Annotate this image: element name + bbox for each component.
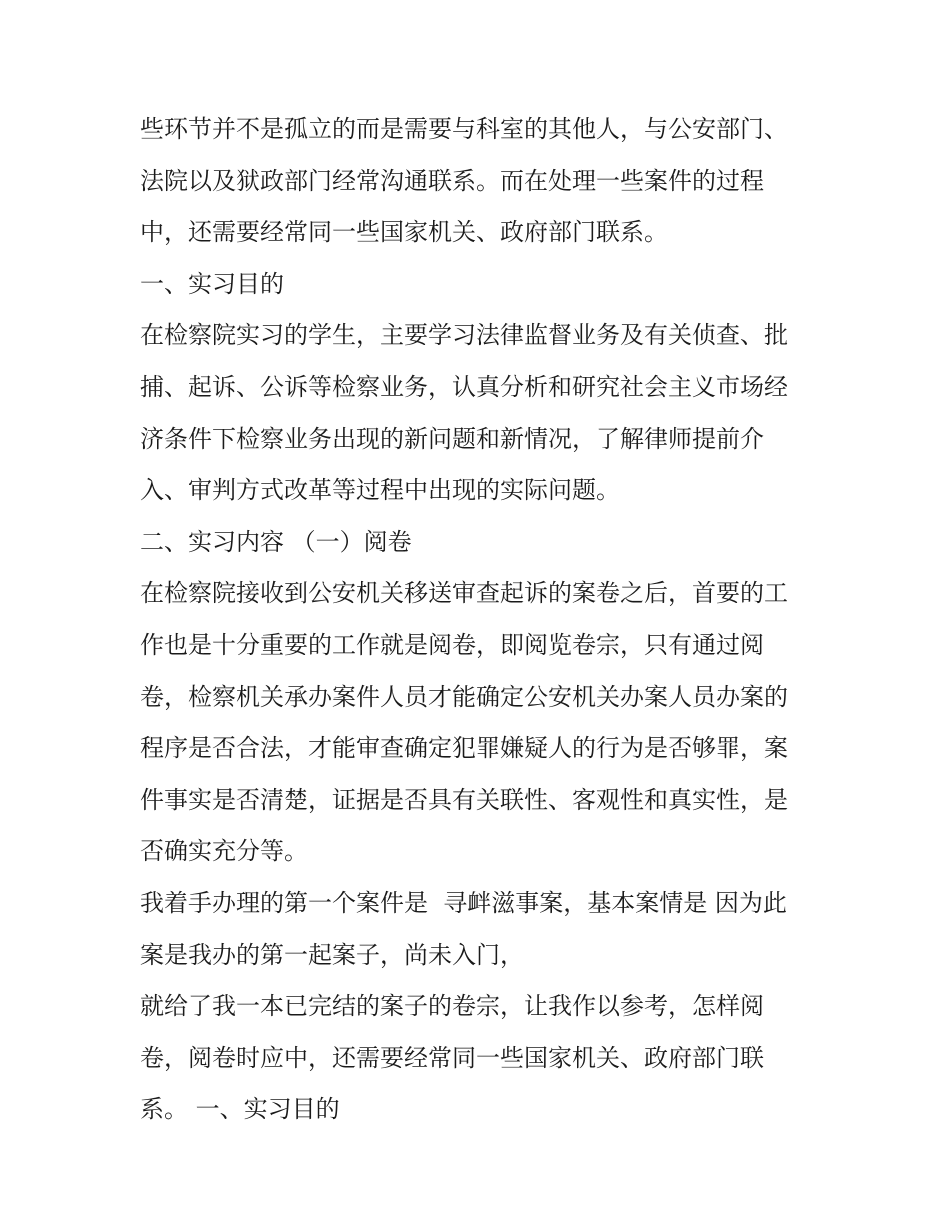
text-line: 件事实是否清楚，证据是否具有关联性、客观性和真实性，是	[140, 785, 788, 814]
text-line: 卷，检察机关承办案件人员才能确定公安机关办案人员办案的	[140, 682, 788, 711]
text-line: 中，还需要经常同一些国家机关、政府部门联系。	[140, 218, 668, 247]
section-heading: 二、实习内容 （一）阅卷	[140, 527, 412, 556]
text-line: 系。 一、实习目的	[140, 1095, 340, 1124]
text-line: 济条件下检察业务出现的新问题和新情况，了解律师提前介	[140, 424, 764, 453]
section-heading: 一、实习目的	[140, 269, 284, 298]
text-line: 案是我办的第一起案子，尚未入门，	[140, 940, 524, 969]
text-line: 入、审判方式改革等过程中出现的实际问题。	[140, 476, 620, 505]
text-line: 法院以及狱政部门经常沟通联系。而在处理一些案件的过程	[140, 166, 764, 195]
text-line: 在检察院接收到公安机关移送审查起诉的案卷之后，首要的工	[140, 579, 788, 608]
text-line: 就给了我一本已完结的案子的卷宗，让我作以参考，怎样阅	[140, 992, 764, 1021]
text-line: 卷，阅卷时应中，还需要经常同一些国家机关、政府部门联	[140, 1043, 764, 1072]
text-line: 捕、起诉、公诉等检察业务，认真分析和研究社会主义市场经	[140, 372, 788, 401]
text-line: 程序是否合法，才能审查确定犯罪嫌疑人的行为是否够罪，案	[140, 734, 788, 763]
document-body	[140, 104, 830, 1136]
text-line: 作也是十分重要的工作就是阅卷，即阅览卷宗，只有通过阅	[140, 630, 764, 659]
text-line: 否确实充分等。	[140, 837, 308, 866]
text-line: 些环节并不是孤立的而是需要与科室的其他人，与公安部门、	[140, 115, 788, 143]
text-line: 我着手办理的第一个案件是 寻衅滋事案，基本案情是 因为此	[140, 888, 787, 917]
text-line: 在检察院实习的学生，主要学习法律监督业务及有关侦查、批	[140, 321, 788, 350]
